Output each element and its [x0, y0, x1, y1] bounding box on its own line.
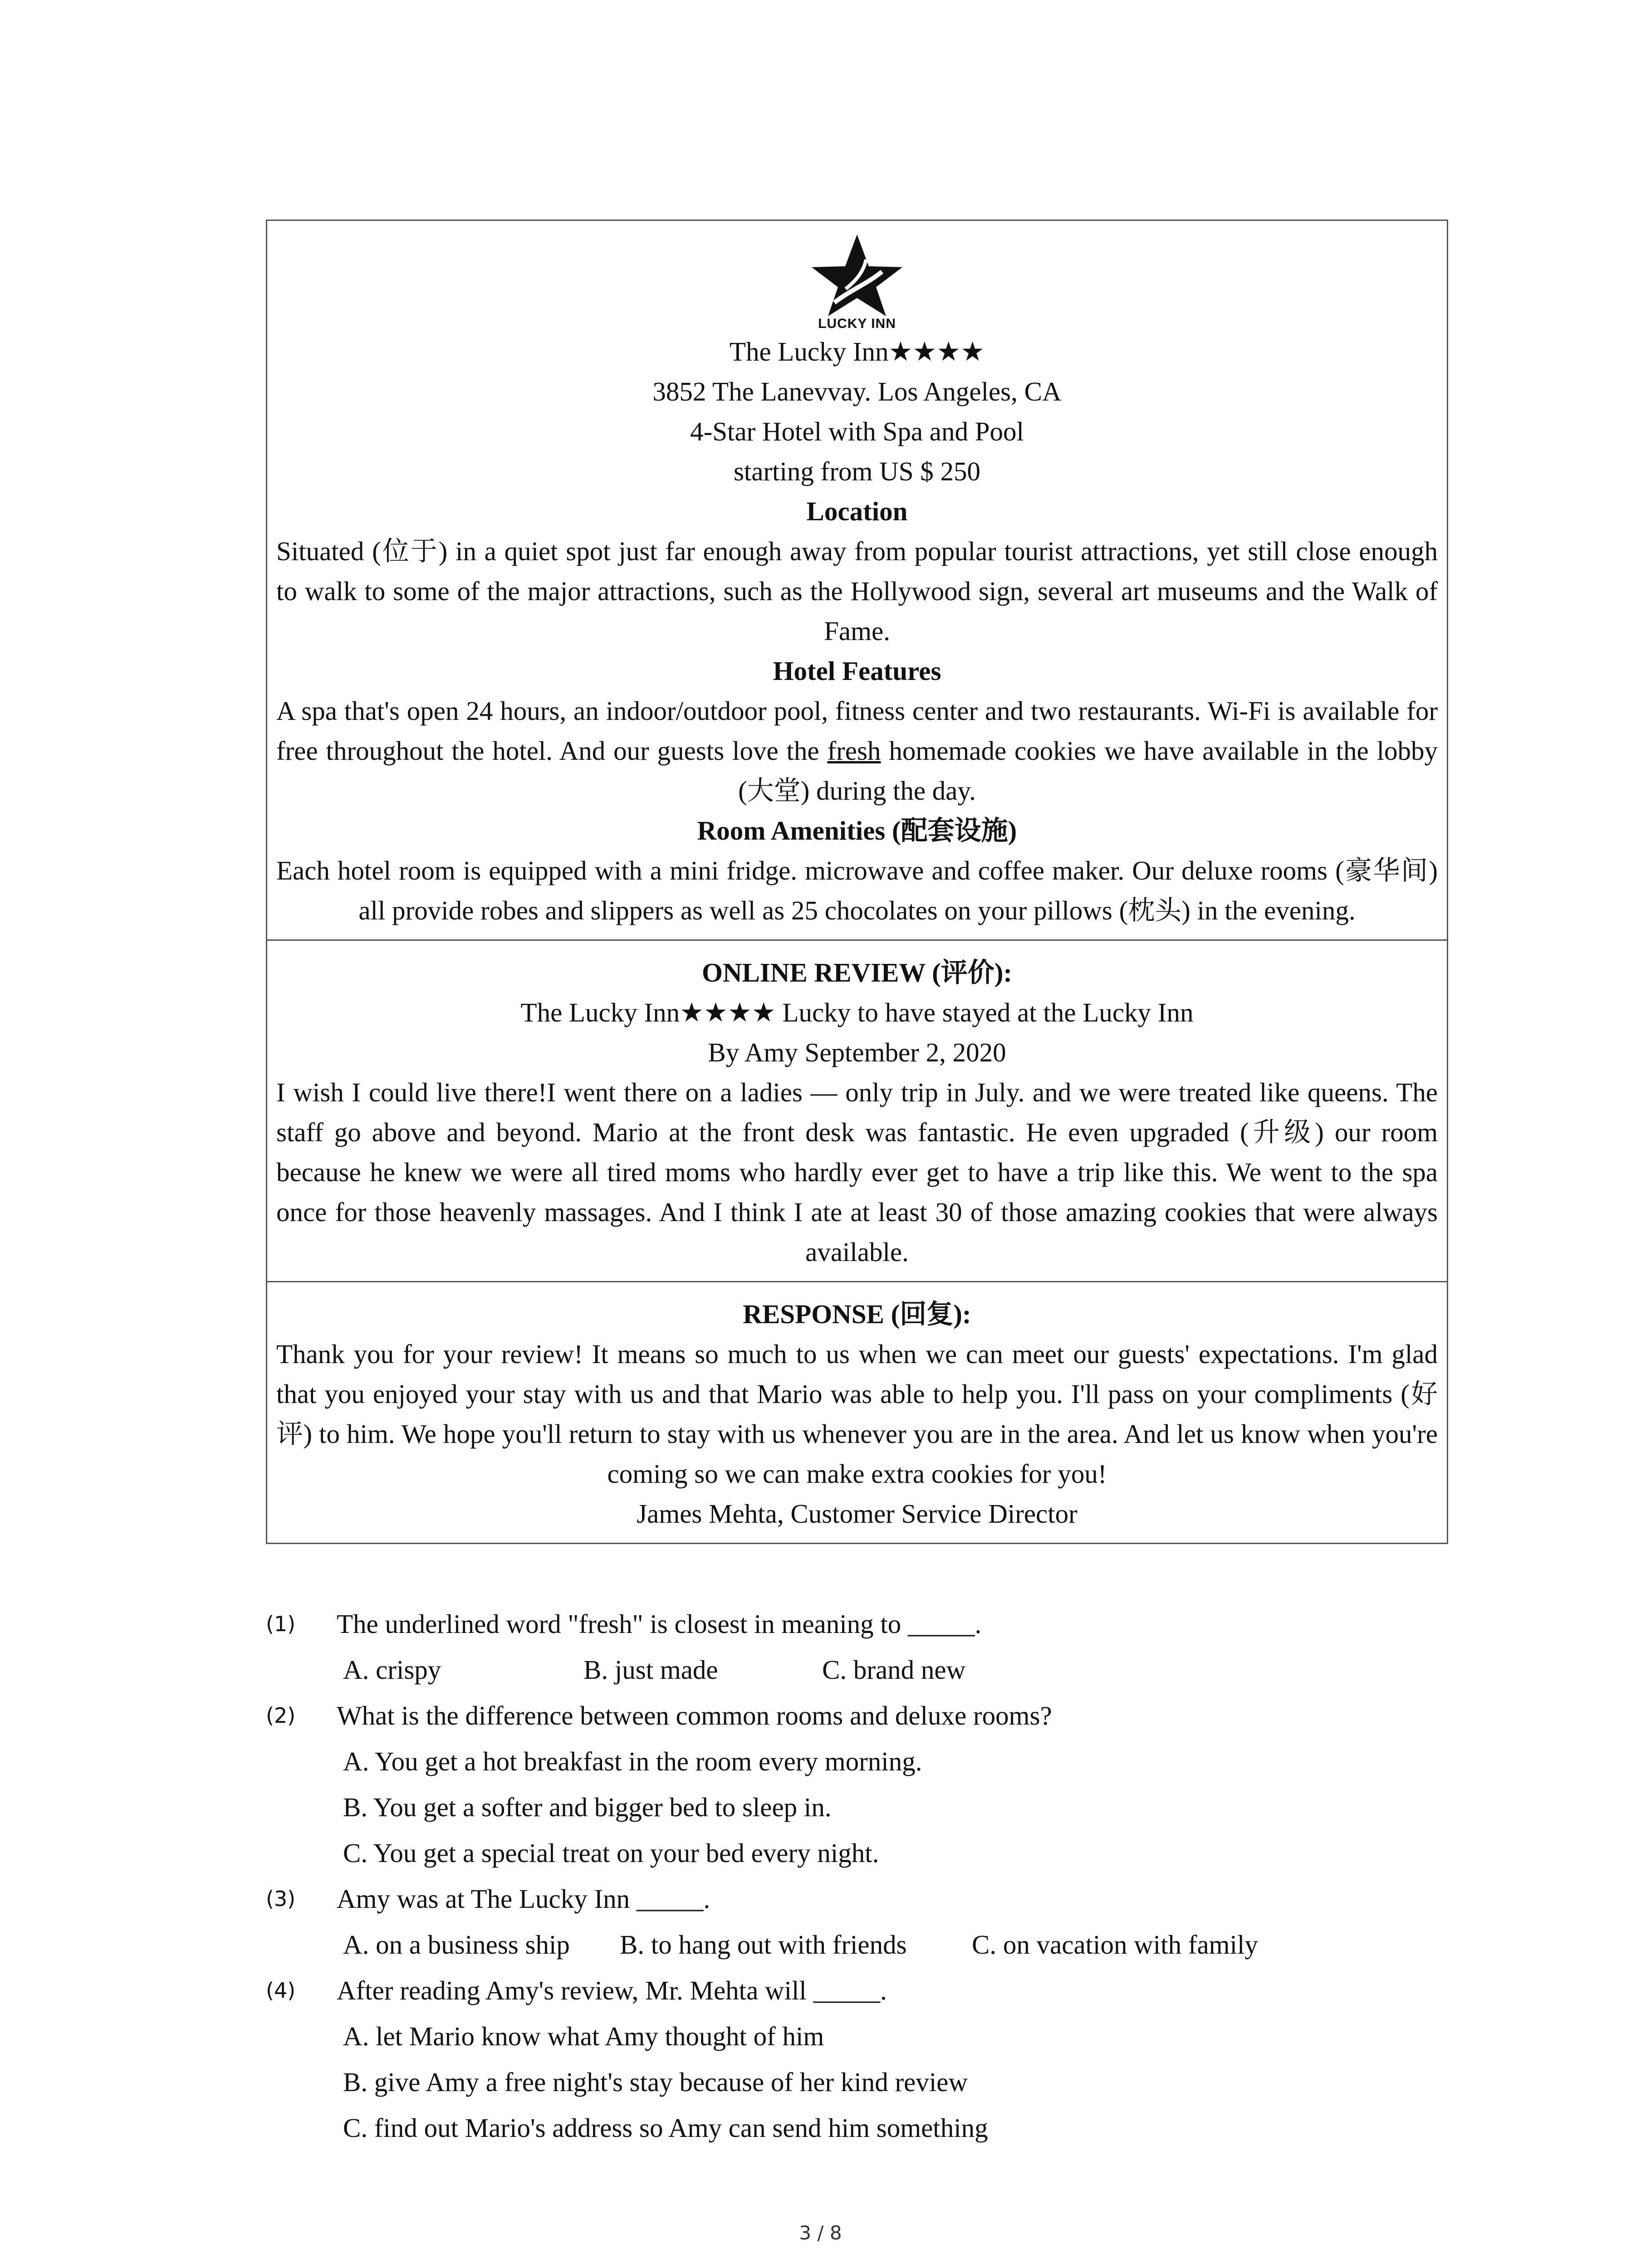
question-2: [266, 1693, 1491, 1876]
option-a[interactable]: A. on a business ship: [343, 1930, 570, 1960]
option-b[interactable]: B. to hang out with friends: [620, 1930, 907, 1960]
hotel-info-section: [267, 221, 1447, 939]
option-b[interactable]: B. You get a softer and bigger bed to sleep in.: [343, 1792, 832, 1822]
option-c[interactable]: C. on vacation with family: [972, 1930, 1258, 1960]
question-4: [266, 1968, 1491, 2151]
features-text-before: A spa that's open 24 hours, an indoor/outdoor pool, fitness center and two restaurants. Wi-Fi is available for free throughout the hotel. And our guests love the: [276, 696, 1438, 766]
response-signature: James Mehta, Customer Service Director: [637, 1499, 1078, 1529]
response-text: Thank you for your review! It means so much to us when we can meet our guests' expectations. I'm glad that you enjoyed your stay with us and that Mario was able to help you. I'll pass on your compliments (好评) to him. We hope you'll return to stay with us whenever you are in the area. And let us know when you're coming so we can make extra cookies for you!: [276, 1339, 1438, 1489]
logo-text: LUCKY INN: [818, 316, 896, 331]
option-a[interactable]: A. You get a hot breakfast in the room every morning.: [343, 1746, 922, 1776]
questions-list: [266, 1601, 1491, 2151]
location-text: Situated (位于) in a quiet spot just far enough away from popular tourist attractions, yet still close enough to walk to some of the major attractions, such as the Hollywood sign, several art museums and the Walk of Fame.: [276, 536, 1438, 646]
features-text-after: homemade cookies we have available in the lobby (大堂) during the day.: [738, 736, 1438, 806]
option-c[interactable]: C. find out Mario's address so Amy can send him something: [343, 2113, 988, 2143]
option-b[interactable]: B. just made: [583, 1655, 718, 1685]
amenities-heading: Room Amenities (配套设施): [697, 816, 1017, 846]
option-a[interactable]: A. crispy: [343, 1655, 441, 1685]
review-byline: By Amy September 2, 2020: [708, 1037, 1006, 1067]
question-1: [266, 1601, 1491, 1693]
location-heading: Location: [806, 496, 908, 526]
response-heading: RESPONSE (回复):: [743, 1299, 971, 1329]
review-title: The Lucky Inn★★★★ Lucky to have stayed at the Lucky Inn: [520, 997, 1194, 1027]
hotel-address: 3852 The Lanevvay. Los Angeles, CA: [652, 376, 1062, 406]
question-text: What is the difference between common rooms and deluxe rooms?: [337, 1701, 1052, 1730]
page-number: 3 / 8: [799, 2222, 842, 2244]
review-heading: ONLINE REVIEW (评价):: [701, 958, 1013, 987]
lucky-inn-logo: [803, 235, 911, 332]
option-c[interactable]: C. You get a special treat on your bed every night.: [343, 1838, 879, 1868]
option-b[interactable]: B. give Amy a free night's stay because of her kind review: [343, 2067, 968, 2097]
features-heading: Hotel Features: [773, 656, 941, 686]
question-number: (2): [266, 1703, 296, 1728]
fresh-underlined-word: fresh: [827, 736, 881, 766]
question-text: After reading Amy's review, Mr. Mehta will _____.: [337, 1975, 887, 2005]
question-number: (1): [266, 1612, 296, 1636]
question-number: (3): [266, 1887, 296, 1911]
option-c[interactable]: C. brand new: [822, 1655, 966, 1685]
hotel-ad-box: [266, 220, 1448, 1544]
hotel-name: The Lucky Inn★★★★: [729, 337, 985, 367]
review-text: I wish I could live there!I went there on a ladies — only trip in July. and we were treated like queens. The staff go above and beyond. Mario at the front desk was fantastic. He even upgraded (升级) our room because he knew we were all tired moms who hardly ever get to have a trip like this. We went to the spa once for those heavenly massages. And I think I ate at least 30 of those amazing cookies that were always available.: [276, 1077, 1438, 1267]
hotel-price: starting from US $ 250: [733, 456, 981, 486]
amenities-text: Each hotel room is equipped with a mini fridge. microwave and coffee maker. Our deluxe rooms (豪华间) all provide robes and slippers as well as 25 chocolates on your pillows (枕头) in the evening.: [276, 855, 1438, 925]
question-3: [266, 1876, 1491, 1968]
question-text: The underlined word "fresh" is closest in meaning to _____.: [337, 1609, 982, 1639]
review-section: [267, 939, 1447, 1281]
hotel-type: 4-Star Hotel with Spa and Pool: [690, 416, 1024, 446]
question-number: (4): [266, 1978, 296, 2003]
question-text: Amy was at The Lucky Inn _____.: [337, 1884, 710, 1914]
response-section: [267, 1281, 1447, 1543]
star-logo-icon: [803, 235, 911, 316]
features-text: [276, 691, 1438, 811]
option-a[interactable]: A. let Mario know what Amy thought of him: [343, 2021, 824, 2051]
